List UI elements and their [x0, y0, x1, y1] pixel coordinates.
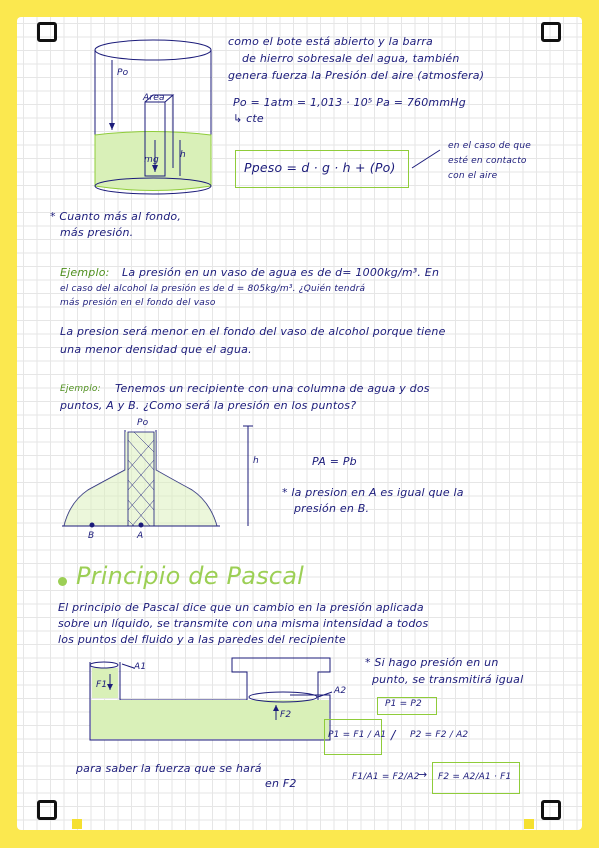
air-contact-note-3: con el aire — [448, 171, 498, 181]
label-area: Area — [143, 93, 165, 103]
label-f2: F2 — [280, 710, 292, 720]
equal-pressure-note-1: * la presion en A es igual que la — [282, 486, 464, 499]
example-1-line-3: más presión en el fondo del vaso — [60, 298, 216, 308]
example-1-label: Ejemplo: — [60, 266, 110, 279]
example-2-line-1: Tenemos un recipiente con una columna de agua y dos — [115, 382, 430, 395]
pressure-formula: Ppeso = d · g · h + (Po) — [244, 160, 396, 175]
open-container-diagram — [95, 40, 211, 194]
example-2-line-2: puntos, A y B. ¿Como será la presión en los puntos? — [60, 399, 357, 412]
pascal-line-2: sobre un líquido, se transmite con una misma intensidad a todos — [58, 617, 429, 630]
example-1-line-1: La presión en un vaso de agua es de d= 1000kg/m³. En — [122, 266, 440, 279]
depth-note-1: * Cuanto más al fondo, — [50, 210, 182, 223]
pascal-title: Principio de Pascal — [76, 562, 304, 590]
final-formula: F2 = A2/A1 · F1 — [438, 772, 512, 782]
label-point-b: B — [88, 531, 95, 541]
top-text-line-3: genera fuerza la Presión del aire (atmosfera) — [228, 69, 485, 82]
label-mg: mg — [144, 155, 159, 165]
label-f1: F1 — [96, 680, 108, 690]
pascal-line-3: los puntos del fluido y a las paredes del recipiente — [58, 633, 346, 646]
constant-note: ↳ cte — [233, 112, 264, 125]
label-po: Po — [117, 68, 129, 78]
example-2-label: Ejemplo: — [60, 384, 101, 394]
label-h-2: h — [253, 456, 259, 466]
example-1-answer-1: La presion será menor en el fondo del vaso de alcohol porque tiene — [60, 325, 446, 338]
pascal-note-2: punto, se transmitirá igual — [372, 673, 524, 686]
example-1-answer-2: una menor densidad que el agua. — [60, 343, 252, 356]
depth-note-2: más presión. — [60, 226, 134, 239]
slash-separator: / — [391, 727, 396, 742]
bullet-dot — [58, 577, 67, 586]
air-contact-note-2: esté en contacto — [448, 156, 527, 166]
label-po-2: Po — [137, 418, 149, 428]
label-point-a: A — [137, 531, 144, 541]
top-text-line-2: de hierro sobresale del agua, también — [242, 52, 460, 65]
label-h: h — [180, 150, 186, 160]
flared-container-diagram — [62, 426, 253, 528]
p2-formula: P2 = F2 / A2 — [410, 730, 469, 740]
pressure-equality: PA = Pb — [312, 455, 357, 468]
ratio-equation: F1/A1 = F2/A2 — [352, 772, 420, 782]
atmospheric-pressure: Po = 1atm = 1,013 · 10⁵ Pa = 760mmHg — [233, 96, 466, 109]
pascal-line-1: El principio de Pascal dice que un cambio en la presión aplicada — [58, 601, 424, 614]
force-question-2: en F2 — [265, 777, 297, 790]
equal-pressure-note-2: presión en B. — [294, 502, 370, 515]
implies-arrow: → — [418, 768, 428, 781]
top-text-line-1: como el bote está abierto y la barra — [228, 35, 433, 48]
label-a2: A2 — [334, 686, 347, 696]
p1-formula: P1 = F1 / A1 — [328, 730, 387, 740]
p1-equals-p2: P1 = P2 — [385, 699, 422, 709]
hydraulic-press-diagram — [90, 658, 332, 740]
example-1-line-2: el caso del alcohol la presión es de d = 805kg/m³. ¿Quién tendrá — [60, 284, 366, 294]
pascal-note-1: * Si hago presión en un — [365, 656, 499, 669]
air-contact-note-1: en el caso de que — [448, 141, 531, 151]
label-a1: A1 — [134, 662, 147, 672]
force-question-1: para saber la fuerza que se hará — [76, 762, 262, 775]
